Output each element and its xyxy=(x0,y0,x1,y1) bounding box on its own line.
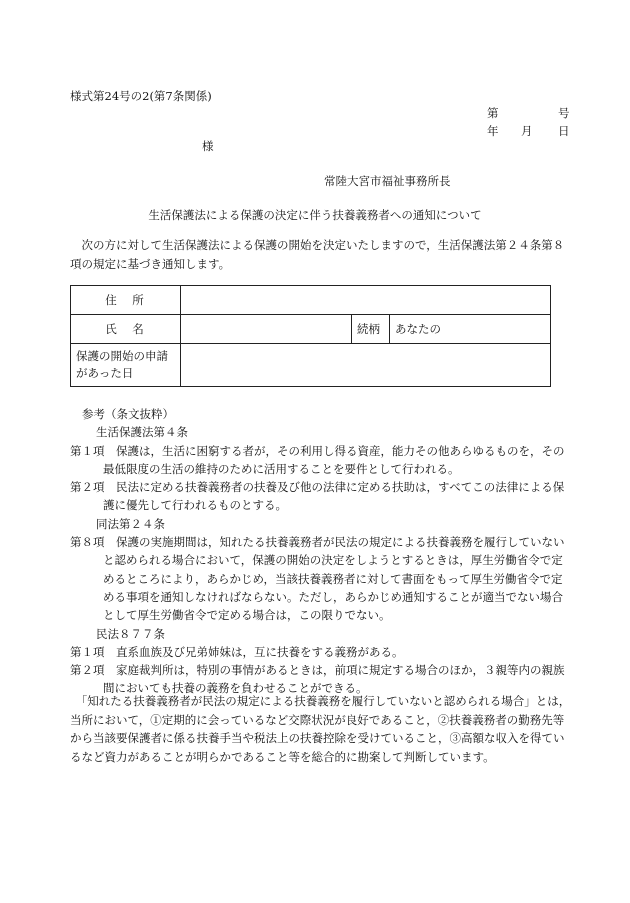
recipient-honorific: 様 xyxy=(202,139,214,153)
document-number-suffix: 号 xyxy=(558,106,570,120)
reference-line: 第８項 保護の実施期間は，知れたる扶養義務者が民法の規定による扶養義務を履行していない xyxy=(70,535,565,550)
application-date-value xyxy=(181,344,551,387)
application-date-label: 保護の開始の申請 があった日 xyxy=(71,344,181,387)
explanatory-note xyxy=(70,692,570,766)
intro-line: 次の方に対して生活保護法による保護の開始を決定いたしますので，生活保護法第２４条第８ xyxy=(70,238,565,252)
document-number-label: 第 xyxy=(487,106,499,120)
reference-line: 第２項 家庭裁判所は，特別の事情があるときは，前項に規定する場合のほか，３親等内の親族 xyxy=(70,663,565,678)
reference-line: 間においても扶養の義務を負わせることができる。 xyxy=(103,681,368,696)
reference-line: 第２項 民法に定める扶養義務者の扶養及び他の法律に定める扶助は，すべてこの法律による保 xyxy=(70,480,565,495)
note-line: から当該要保護者に係る扶養手当や税法上の扶養控除を受けていること，③高額な収入を得てい xyxy=(70,731,565,745)
reference-line: める事項を通知しなければならない。ただし，あらかじめ通知することが適当でない場合 xyxy=(103,589,563,604)
recipient-info-table xyxy=(70,285,551,387)
address-label: 住 所 xyxy=(71,286,181,315)
intro-paragraph xyxy=(70,236,565,274)
reference-line: 同法第２４条 xyxy=(96,516,165,531)
reference-line: と認められる場合において，保護の開始の決定をしようとするときは，厚生労働省令で定 xyxy=(103,553,563,568)
name-label: 氏 名 xyxy=(71,315,181,344)
reference-line: として厚生労働省令で定める場合は，この限りでない。 xyxy=(103,608,391,623)
address-value xyxy=(181,286,551,315)
note-line: 「知れたる扶養義務者が民法の規定による扶養義務を履行していないと認められる場合」とは， xyxy=(70,694,571,708)
reference-line: めるところにより，あらかじめ，当該扶養義務者に対して書面をもって厚生労働省令で定 xyxy=(103,571,563,586)
intro-line: 項の規定に基づき通知します。 xyxy=(70,257,231,271)
date-day-label: 日 xyxy=(558,124,570,138)
reference-line: 第１項 保護は，生活に困窮する者が，その利用し得る資産，能力その他あらゆるものを，その xyxy=(70,443,565,458)
issuer-name: 常陸大宮市福祉事務所長 xyxy=(324,174,451,188)
reference-line: 民法８７７条 xyxy=(96,626,165,641)
reference-line: 護に優先して行われるものとする。 xyxy=(103,498,287,513)
reference-line: 第１項 直系血族及び兄弟姉妹は，互に扶養をする義務がある。 xyxy=(70,644,404,659)
note-line: 当所において，①定期的に会っているなど交際状況が良好であること，②扶養義務者の勤務先等 xyxy=(70,712,565,727)
note-line: るなど資力があることが明らかであること等を総合的に勘案して判断しています。 xyxy=(70,749,495,764)
relation-label: 続柄 xyxy=(352,315,390,344)
form-number: 様式第24号の2(第7条関係) xyxy=(70,89,212,103)
relation-value: あなたの xyxy=(390,315,551,344)
reference-excerpts xyxy=(70,405,580,698)
name-value xyxy=(181,315,352,344)
reference-line: 最低限度の生活の維持のために活用することを要件として行われる。 xyxy=(103,461,460,476)
document-title: 生活保護法による保護の決定に伴う扶養義務者への通知について xyxy=(148,208,482,222)
reference-line: 参考（条文抜粋） xyxy=(82,407,174,421)
reference-line: 生活保護法第４条 xyxy=(96,425,188,440)
date-year-label: 年 xyxy=(487,124,499,138)
date-month-label: 月 xyxy=(521,124,533,138)
